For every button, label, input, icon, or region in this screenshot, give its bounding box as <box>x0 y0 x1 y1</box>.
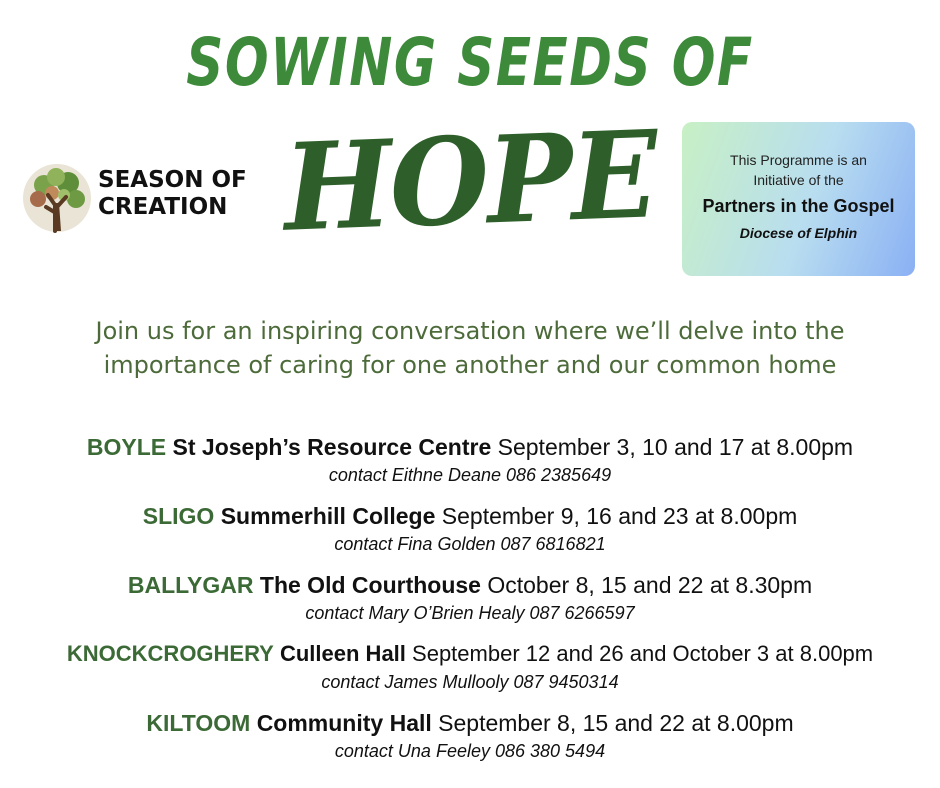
event-town: SLIGO <box>142 503 215 529</box>
event-contact: contact James Mullooly 087 9450314 <box>321 672 619 692</box>
event-item <box>0 432 940 501</box>
event-line <box>0 570 940 600</box>
event-line <box>0 639 940 669</box>
event-contact: contact Una Feeley 086 380 5494 <box>334 741 606 761</box>
event-line <box>0 501 940 531</box>
event-venue: Community Hall <box>256 710 432 736</box>
event-venue: Culleen Hall <box>279 641 406 666</box>
tree-icon <box>22 163 92 233</box>
partner-diocese: Diocese of Elphin <box>739 225 858 241</box>
event-dates: September 12 and 26 and October 3 at 8.00pm <box>412 641 874 666</box>
event-venue: St Joseph’s Resource Centre <box>172 434 492 460</box>
title-line-1: SOWING SEEDS OF <box>186 24 754 101</box>
event-dates: September 3, 10 and 17 at 8.00pm <box>497 434 854 460</box>
event-contact: contact Eithne Deane 086 2385649 <box>328 465 612 485</box>
event-town: KNOCKCROGHERY <box>66 641 274 666</box>
event-item <box>0 570 940 639</box>
logo-line-1: SEASON OF <box>98 167 247 193</box>
event-contact: contact Fina Golden 087 6816821 <box>334 534 606 554</box>
event-item <box>0 501 940 570</box>
event-town: KILTOOM <box>146 710 251 736</box>
logo-line-2: CREATION <box>98 194 228 220</box>
event-venue: The Old Courthouse <box>259 572 481 598</box>
event-dates: September 8, 15 and 22 at 8.00pm <box>438 710 794 736</box>
event-town: BALLYGAR <box>127 572 254 598</box>
intro-line-2: importance of caring for one another and our common home <box>103 351 837 379</box>
title-hope: HOPE <box>281 104 659 259</box>
partners-box <box>682 122 915 276</box>
intro-text <box>0 314 940 382</box>
partner-org: Partners in the Gospel <box>702 196 895 216</box>
partner-line-2: Initiative of the <box>753 172 844 188</box>
event-item <box>0 708 940 777</box>
event-venue: Summerhill College <box>220 503 436 529</box>
event-list <box>0 432 940 777</box>
event-dates: October 8, 15 and 22 at 8.30pm <box>487 572 813 598</box>
intro-line-1: Join us for an inspiring conversation where we’ll delve into the <box>95 317 845 345</box>
event-line <box>0 432 940 462</box>
partner-line-1: This Programme is an <box>730 152 867 168</box>
event-line <box>0 708 940 738</box>
event-town: BOYLE <box>86 434 167 460</box>
event-dates: September 9, 16 and 23 at 8.00pm <box>441 503 798 529</box>
event-contact: contact Mary O’Brien Healy 087 6266597 <box>305 603 635 623</box>
season-of-creation-logo <box>98 167 247 221</box>
event-item <box>0 639 940 708</box>
